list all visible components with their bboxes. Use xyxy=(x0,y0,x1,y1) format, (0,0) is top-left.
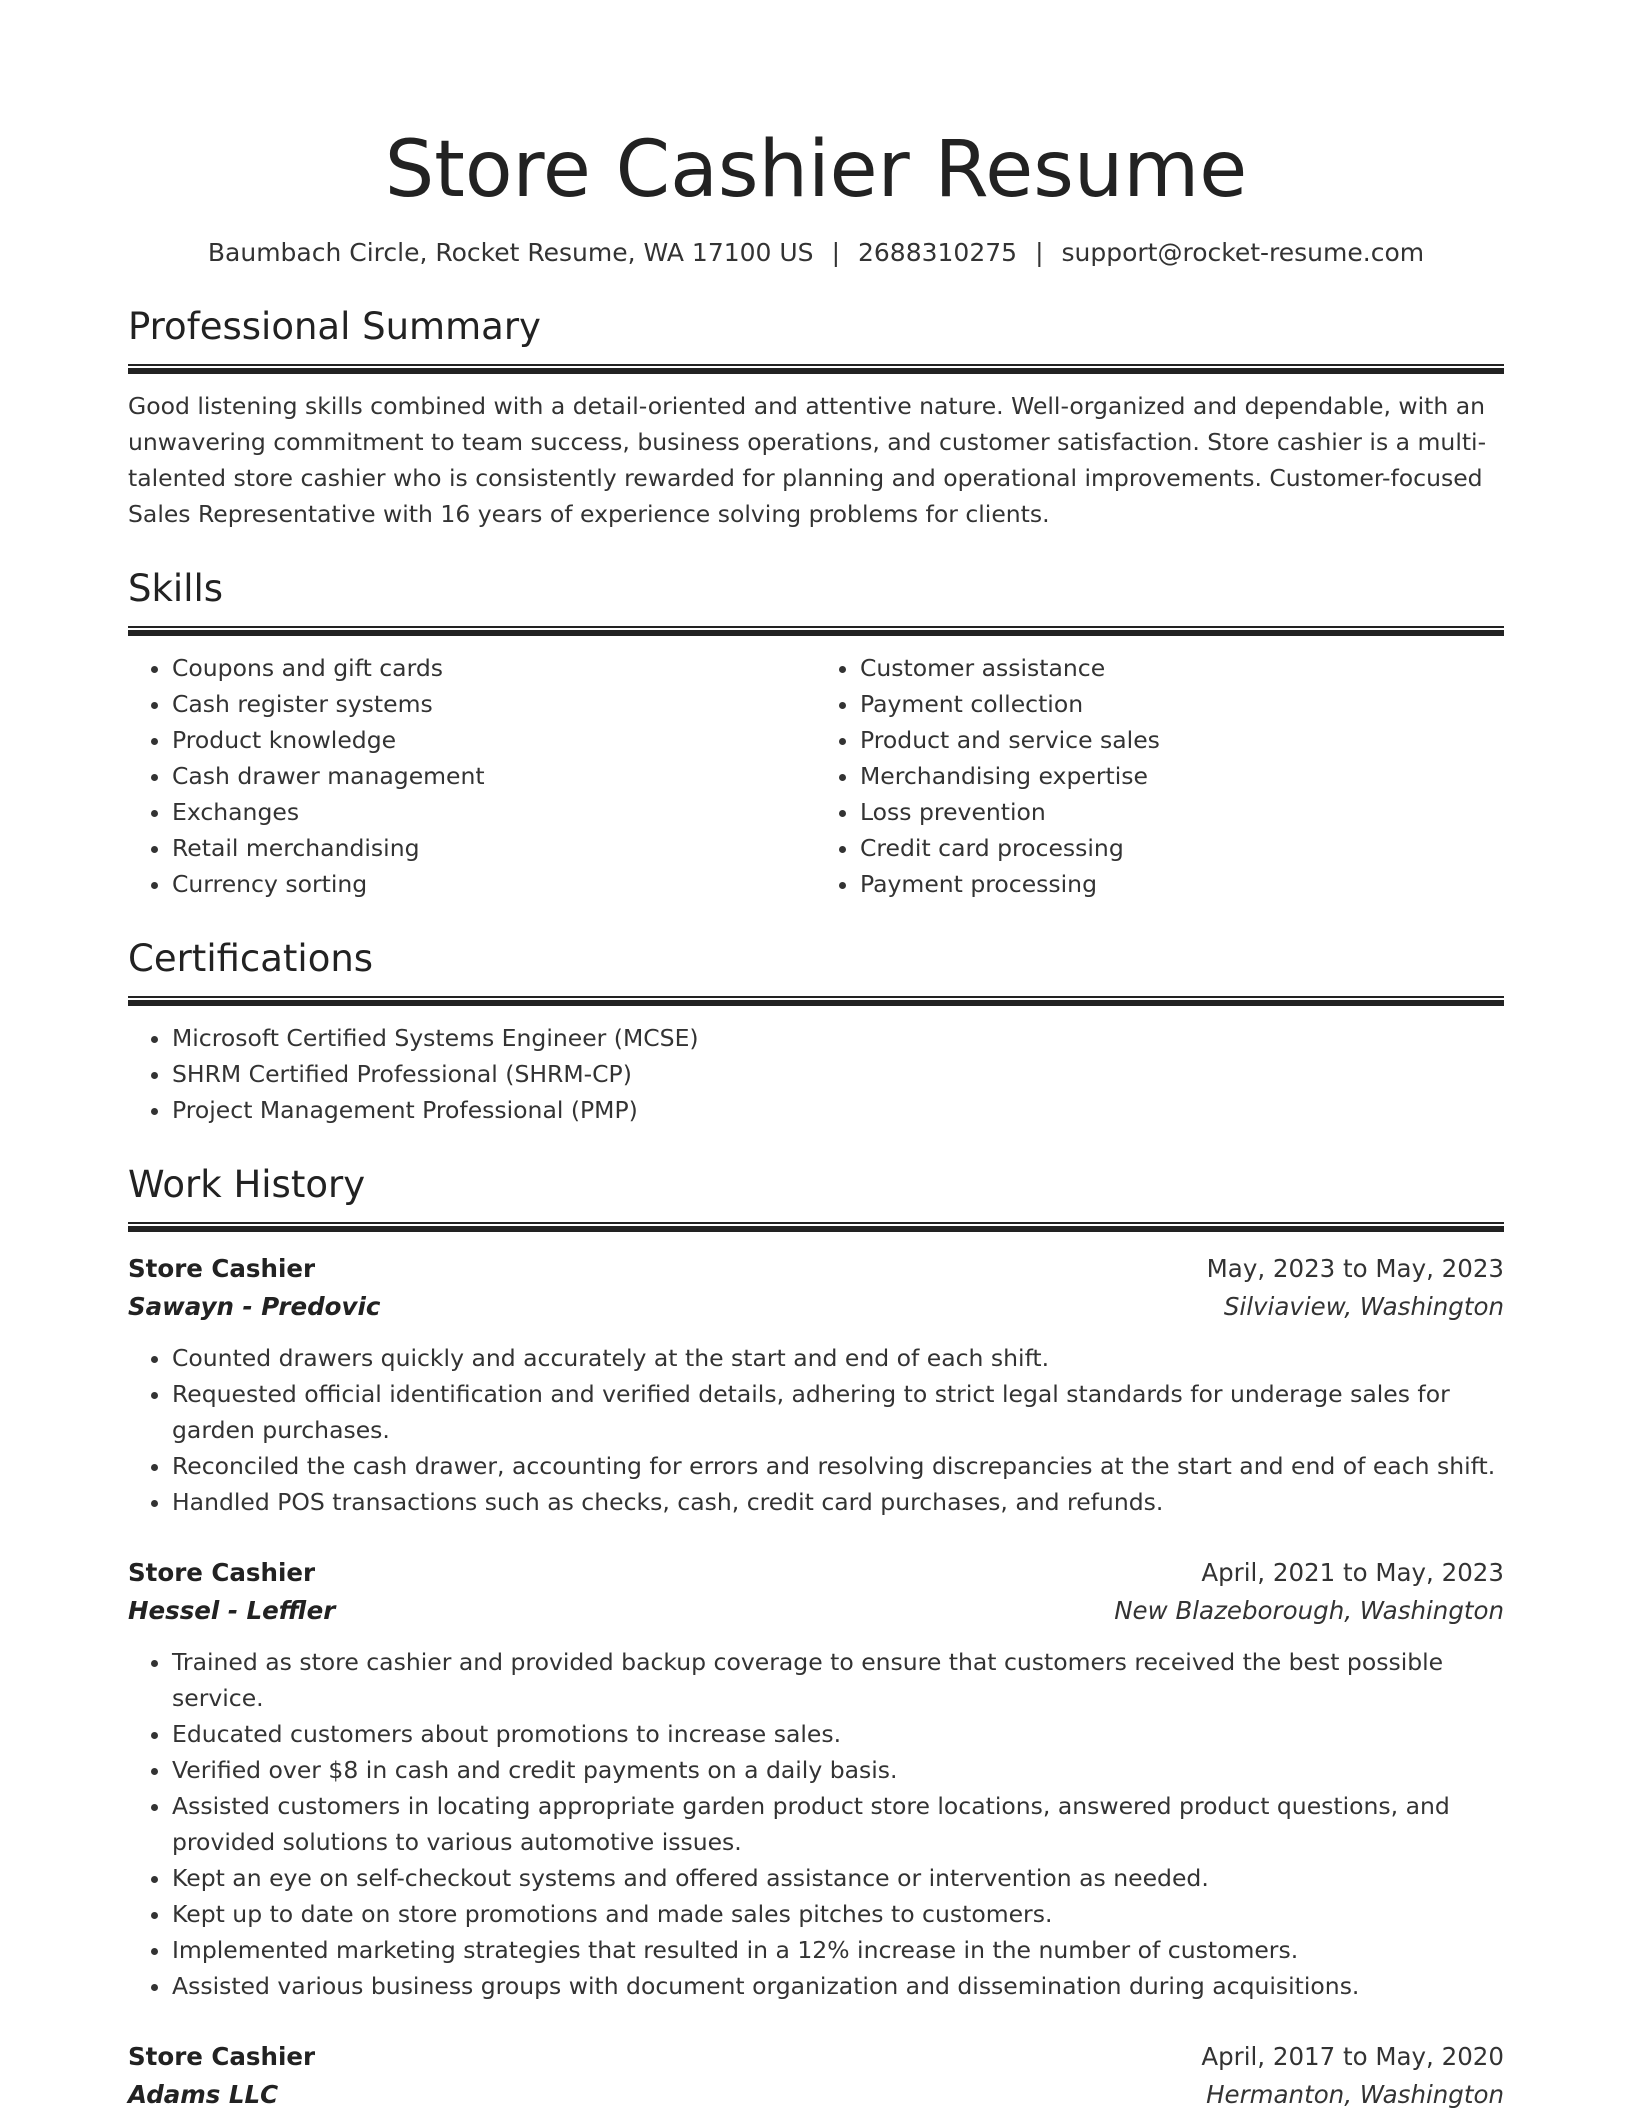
job-bullet: • Kept up to date on store promotions and made sales pitches to customers. xyxy=(172,1896,1504,1932)
work-history-heading: Work History xyxy=(128,1163,366,1206)
section-divider xyxy=(128,364,1504,374)
resume-title: Store Cashier Resume xyxy=(384,125,1248,215)
skills-list-right xyxy=(816,650,1504,902)
job-bullet: • Counted drawers quickly and accurately at the start and end of each shift. xyxy=(172,1340,1504,1376)
job-location: Hermanton, Washington xyxy=(1206,2080,1504,2109)
certification-item: • Microsoft Certified Systems Engineer (MCSE) xyxy=(172,1020,1504,1056)
job-dates: April, 2021 to May, 2023 xyxy=(1201,1558,1504,1587)
skill-item: • Product and service sales xyxy=(860,722,1504,758)
job-dates: May, 2023 to May, 2023 xyxy=(1206,1254,1504,1283)
job-entry xyxy=(128,1554,1504,2004)
job-bullet: • Implemented marketing strategies that resulted in a 12% increase in the number of customers. xyxy=(172,1932,1504,1968)
skills-columns xyxy=(128,650,1504,902)
job-company: Sawayn - Predovic xyxy=(128,1292,381,1321)
skill-item: • Payment processing xyxy=(860,866,1504,902)
job-company-row xyxy=(128,1288,1504,1326)
work-history-section xyxy=(128,1162,1504,2112)
section-divider xyxy=(128,1222,1504,1232)
certification-item: • SHRM Certified Professional (SHRM-CP) xyxy=(172,1056,1504,1092)
skill-item: • Merchandising expertise xyxy=(860,758,1504,794)
summary-heading: Professional Summary xyxy=(128,305,541,348)
job-company: Hessel - Leffler xyxy=(128,1596,336,1625)
summary-section xyxy=(128,304,1504,532)
skill-item: • Retail merchandising xyxy=(172,830,816,866)
skills-list-left xyxy=(128,650,816,902)
job-bullet: • Requested official identification and verified details, adhering to strict legal standards for underage sales for garden purchases. xyxy=(172,1376,1504,1448)
job-bullet: • Handled POS transactions such as checks, cash, credit card purchases, and refunds. xyxy=(172,1484,1504,1520)
contact-line xyxy=(128,236,1504,270)
job-title: Store Cashier xyxy=(128,1254,316,1283)
phone: 2688310275 xyxy=(858,238,1018,267)
job-bullet: • Kept an eye on self-checkout systems and offered assistance or intervention as needed. xyxy=(172,1860,1504,1896)
skill-item: • Customer assistance xyxy=(860,650,1504,686)
address: Baumbach Circle, Rocket Resume, WA 17100 US xyxy=(207,238,814,267)
certifications-section xyxy=(128,936,1504,1128)
job-title: Store Cashier xyxy=(128,2042,316,2071)
email-link[interactable]: support@rocket-resume.com xyxy=(1061,238,1425,267)
job-bullet: • Assisted various business groups with document organization and dissemination during acquisitions. xyxy=(172,1968,1504,2004)
skill-item: • Cash drawer management xyxy=(172,758,816,794)
certifications-list xyxy=(128,1020,1504,1128)
certifications-heading: Certifications xyxy=(128,937,374,980)
skill-item: • Credit card processing xyxy=(860,830,1504,866)
job-bullet: • Reconciled the cash drawer, accounting for errors and resolving discrepancies at the start and end of each shift. xyxy=(172,1448,1504,1484)
skill-item: • Exchanges xyxy=(172,794,816,830)
skill-item: • Payment collection xyxy=(860,686,1504,722)
job-entry xyxy=(128,1250,1504,1520)
section-divider xyxy=(128,996,1504,1006)
job-header-row xyxy=(128,2038,1504,2076)
job-bullets xyxy=(128,1340,1504,1520)
job-bullet: • Educated customers about promotions to increase sales. xyxy=(172,1716,1504,1752)
job-company-row xyxy=(128,1592,1504,1630)
job-location: Silviaview, Washington xyxy=(1223,1292,1504,1321)
job-header-row xyxy=(128,1250,1504,1288)
job-header-row xyxy=(128,1554,1504,1592)
job-dates: April, 2017 to May, 2020 xyxy=(1201,2042,1504,2071)
certification-item: • Project Management Professional (PMP) xyxy=(172,1092,1504,1128)
job-title: Store Cashier xyxy=(128,1558,316,1587)
summary-text: Good listening skills combined with a detail-oriented and attentive nature. Well-organized and dependable, with an unwavering commitment to team success, business operations, and customer satisfaction. Store cashier is a multi-talented store cashier who is consistently rewarded for planning and operational improvements. Customer-focused Sales Representative with 16 years of experience solving problems for clients. xyxy=(128,392,1487,528)
job-bullet: • Verified over $8 in cash and credit payments on a daily basis. xyxy=(172,1752,1504,1788)
skill-item: • Coupons and gift cards xyxy=(172,650,816,686)
job-company-row xyxy=(128,2076,1504,2112)
separator: | xyxy=(831,238,840,267)
skills-section xyxy=(128,566,1504,902)
job-company: Adams LLC xyxy=(128,2080,279,2109)
skill-item: • Cash register systems xyxy=(172,686,816,722)
skills-heading: Skills xyxy=(128,567,224,610)
job-bullet: • Assisted customers in locating appropriate garden product store locations, answered product questions, and provided solutions to various automotive issues. xyxy=(172,1788,1504,1860)
skill-item: • Loss prevention xyxy=(860,794,1504,830)
skill-item: • Product knowledge xyxy=(172,722,816,758)
skill-item: • Currency sorting xyxy=(172,866,816,902)
job-location: New Blazeborough, Washington xyxy=(1114,1596,1504,1625)
section-divider xyxy=(128,626,1504,636)
job-bullets xyxy=(128,1644,1504,2004)
job-entry xyxy=(128,2038,1504,2112)
job-bullet: • Trained as store cashier and provided backup coverage to ensure that customers received the best possible service. xyxy=(172,1644,1504,1716)
separator: | xyxy=(1035,238,1044,267)
